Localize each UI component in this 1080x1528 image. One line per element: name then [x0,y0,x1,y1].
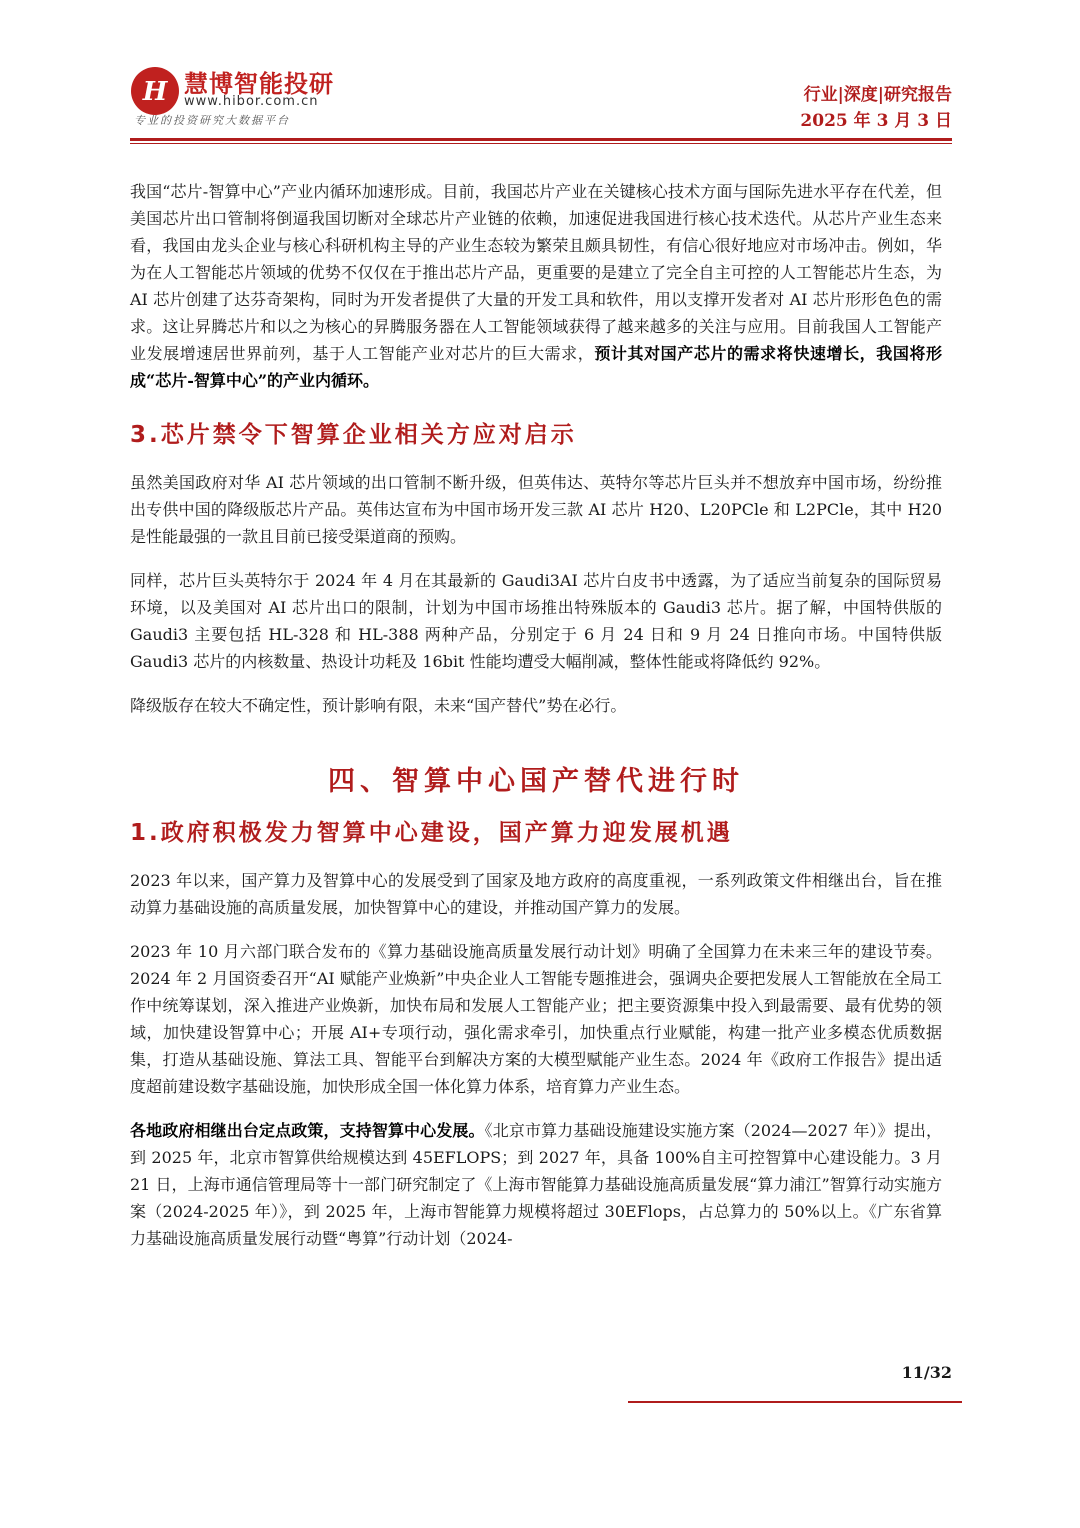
footer-divider [628,1401,962,1403]
logo-url: www.hibor.com.cn [184,94,319,109]
section-title: 四、智算中心国产替代进行时 [328,766,744,797]
paragraph: 降级版存在较大不确定性，预计影响有限，未来“国产替代”势在必行。 [130,696,627,715]
paragraph: 虽然美国政府对华 AI 芯片领域的出口管制不断升级，但英伟达、英特尔等芯片巨头并不想放弃中国市场，纷纷推出专供中国的降级版芯片产品。英伟达宣布为中国市场开发三款 AI 芯片 H20、L20PCle 和 L2PCle，其中 H20 是性能最强的一款且目前已接受渠道商的预购。 [130,473,942,546]
subsection-heading: 1.政府积极发力智算中心建设，国产算力迎发展机遇 [130,820,733,846]
paragraph: 2023 年以来，国产算力及智算中心的发展受到了国家及地方政府的高度重视，一系列政策文件相继出台，旨在推动算力基础设施的高质量发展，加快智算中心的建设，并推动国产算力的发展。 [130,871,942,917]
paragraph: 各地政府相继出台定点政策，支持智算中心发展。《北京市算力基础设施建设实施方案（2024—2027 年）》提出，到 2025 年，北京市智算供给规模达到 45EFLOPS；到 2027 年，具备 100%自主可控智算中心建设能力。3 月 21 日，上海市通信管理局等十一部门研究制定了《上海市智能算力基础设施高质量发展“算力浦江”智算行动实施方案（2024-2025 年）》，到 2025 年，上海市智能算力规模将超过 30EFlops，占总算力的 50%以上。《广东省算力基础设施高质量发展行动暨“粤算”行动计划（2024- [130,1121,942,1248]
emphasis-text: 预计其对国产芯片的需求将快速增长，我国将形成“芯片-智算中心”的产业内循环。 [130,344,942,390]
logo-title: 慧博智能投研 [184,70,334,98]
page-number: 11/32 [901,1363,952,1382]
emphasis-text: 各地政府相继出台定点政策，支持智算中心发展。 [130,1121,485,1140]
header-divider [130,138,952,141]
report-type: 行业|深度|研究报告 [803,85,952,105]
hibor-logo-icon [130,66,180,116]
page-header [130,62,952,134]
paragraph: 2023 年 10 月六部门联合发布的《算力基础设施高质量发展行动计划》明确了全国算力在未来三年的建设节奏。2024 年 2 月国资委召开“AI 赋能产业焕新”中央企业人工智能专题推进会，强调央企要把发展人工智能放在全局工作中统筹谋划，深入推进产业焕新，加快布局和发展人工智能产业；把主要资源集中投入到最需要、最有优势的领域，加快建设智算中心；开展 AI+专项行动，强化需求牵引，加快重点行业赋能，构建一批产业多模态优质数据集，打造从基础设施、算法工具、智能平台到解决方案的大模型赋能产业生态。2024 年《政府工作报告》提出适度超前建设数字基础设施，加快形成全国一体化算力体系，培育算力产业生态。 [130,942,942,1096]
subsection-heading: 3.芯片禁令下智算企业相关方应对启示 [130,422,577,448]
paragraph: 我国“芯片-智算中心”产业内循环加速形成。目前，我国芯片产业在关键核心技术方面与国际先进水平存在代差，但美国芯片出口管制将倒逼我国切断对全球芯片产业链的依赖，加速促进我国进行核心技术迭代。从芯片产业生态来看，我国由龙头企业与核心科研机构主导的产业生态较为繁荣且颇具韧性，有信心很好地应对市场冲击。例如，华为在人工智能芯片领域的优势不仅仅在于推出芯片产品，更重要的是建立了完全自主可控的人工智能芯片生态，为 AI 芯片创建了达芬奇架构，同时为开发者提供了大量的开发工具和软件，用以支撑开发者对 AI 芯片形形色色的需求。这让昇腾芯片和以之为核心的昇腾服务器在人工智能领域获得了越来越多的关注与应用。目前我国人工智能产业发展增速居世界前列，基于人工智能产业对芯片的巨大需求，预计其对国产芯片的需求将快速增长，我国将形成“芯片-智算中心”的产业内循环。 [130,182,942,390]
logo-slogan: 专业的投资研究大数据平台 [134,114,290,127]
header-divider-thin [130,143,952,144]
svg-text:H: H [142,77,168,107]
paragraph: 同样，芯片巨头英特尔于 2024 年 4 月在其最新的 Gaudi3AI 芯片白皮书中透露，为了适应当前复杂的国际贸易环境，以及美国对 AI 芯片出口的限制，计划为中国市场推出特殊版本的 Gaudi3 芯片。据了解，中国特供版的 Gaudi3 主要包括 HL-328 和 HL-388 两种产品，分别定于 6 月 24 日和 9 月 24 日推向市场。中国特供版 Gaudi3 芯片的内核数量、热设计功耗及 16bit 性能均遭受大幅削减，整体性能或将降低约 92%。 [130,571,942,671]
document-body [130,178,942,1252]
report-date: 2025 年 3 月 3 日 [800,111,952,131]
